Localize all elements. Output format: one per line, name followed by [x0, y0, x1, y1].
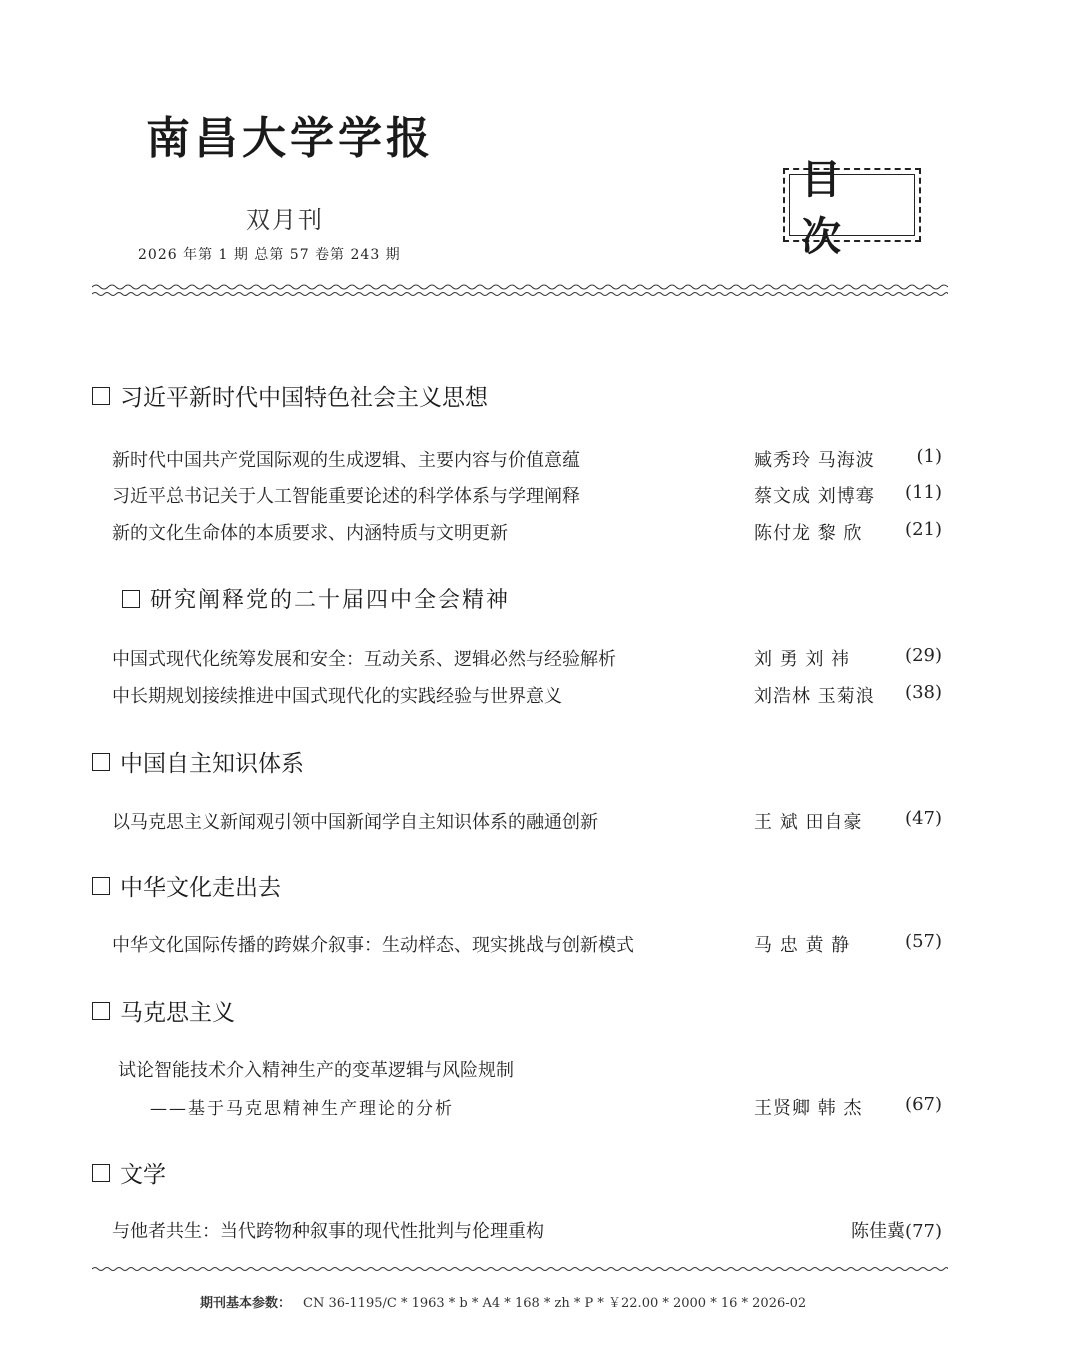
contents-heading: 目 次 — [801, 157, 857, 260]
article-page: (47) — [905, 808, 942, 829]
section-heading — [92, 1156, 166, 1189]
toc-entry[interactable] — [112, 931, 948, 959]
checkbox-square-icon — [92, 1164, 110, 1182]
issue-info: 2026 年第 1 期 总第 57 卷第 243 期 — [138, 247, 401, 263]
section-heading — [92, 379, 488, 412]
toc-entry[interactable] — [112, 682, 948, 710]
article-subtitle: ——基于马克思精神生产理论的分析 — [150, 1099, 454, 1119]
params-value: CN 36-1195/C * 1963 * b * A4 * 168 * zh * P * ￥22.00 * 2000 * 16 * 2026-02 — [303, 1296, 807, 1311]
article-page: (57) — [905, 931, 942, 952]
article-page: (67) — [905, 1094, 942, 1115]
toc-entry[interactable] — [112, 808, 948, 836]
checkbox-square-icon — [92, 1002, 110, 1020]
section-heading — [92, 994, 235, 1027]
section-heading — [92, 745, 304, 778]
decorative-rule-top — [92, 282, 948, 298]
journal-parameters — [200, 1292, 806, 1311]
article-authors: 马 忠 黄 静 — [754, 935, 851, 956]
toc-entry[interactable] — [112, 645, 948, 673]
article-page: (21) — [905, 519, 942, 540]
contents-heading-box — [783, 157, 921, 260]
section-label: 中华文化走出去 — [120, 875, 281, 901]
checkbox-square-icon — [92, 753, 110, 771]
article-title: 新时代中国共产党国际观的生成逻辑、主要内容与价值意蕴 — [112, 450, 580, 471]
publication-frequency: 双月刊 — [246, 206, 324, 234]
toc-entry-subtitle[interactable] — [112, 1094, 948, 1122]
section-label: 马克思主义 — [120, 1000, 235, 1026]
section-label: 文学 — [120, 1162, 166, 1188]
article-title: 习近平总书记关于人工智能重要论述的科学体系与学理阐释 — [112, 486, 580, 507]
section-label: 中国自主知识体系 — [120, 751, 304, 777]
article-authors: 臧秀玲 马海波 — [754, 450, 875, 471]
toc-entry[interactable] — [112, 519, 948, 547]
toc-entry[interactable] — [112, 446, 948, 474]
article-page: (29) — [905, 645, 942, 666]
checkbox-square-icon — [92, 877, 110, 895]
checkbox-square-icon — [122, 590, 140, 608]
article-authors: 刘 勇 刘 祎 — [754, 649, 851, 670]
section-label: 习近平新时代中国特色社会主义思想 — [120, 385, 488, 411]
article-title: 试论智能技术介入精神生产的变革逻辑与风险规制 — [118, 1060, 514, 1081]
article-page: (11) — [905, 482, 942, 503]
decorative-rule-bottom — [92, 1264, 948, 1274]
article-title: 以马克思主义新闻观引领中国新闻学自主知识体系的融通创新 — [112, 812, 598, 833]
article-title: 中国式现代化统筹发展和安全：互动关系、逻辑必然与经验解析 — [112, 649, 616, 670]
toc-entry[interactable] — [112, 1056, 948, 1084]
article-authors: 蔡文成 刘博骞 — [754, 486, 875, 507]
article-authors-page — [851, 1217, 942, 1243]
article-page: (1) — [916, 446, 942, 467]
journal-title: 南昌大学学报 — [146, 113, 434, 164]
article-title: 中华文化国际传播的跨媒介叙事：生动样态、现实挑战与创新模式 — [112, 935, 634, 956]
subsection-heading — [122, 583, 510, 614]
article-page: (38) — [905, 682, 942, 703]
params-label: 期刊基本参数： — [200, 1296, 292, 1311]
article-authors: 刘浩林 玉菊浪 — [754, 686, 875, 707]
article-authors: 陈付龙 黎 欣 — [754, 523, 863, 544]
article-title: 与他者共生：当代跨物种叙事的现代性批判与伦理重构 — [112, 1221, 544, 1242]
toc-entry[interactable] — [112, 1217, 948, 1245]
section-heading — [92, 869, 281, 902]
toc-entry[interactable] — [112, 482, 948, 510]
article-authors: 陈佳冀 — [851, 1221, 906, 1242]
article-authors: 王贤卿 韩 杰 — [754, 1098, 863, 1119]
article-title: 新的文化生命体的本质要求、内涵特质与文明更新 — [112, 523, 508, 544]
article-page: (77) — [905, 1221, 942, 1242]
section-label: 研究阐释党的二十届四中全会精神 — [150, 588, 511, 613]
article-title: 中长期规划接续推进中国式现代化的实践经验与世界意义 — [112, 686, 562, 707]
article-authors: 王 斌 田自豪 — [754, 812, 863, 833]
checkbox-square-icon — [92, 387, 110, 405]
